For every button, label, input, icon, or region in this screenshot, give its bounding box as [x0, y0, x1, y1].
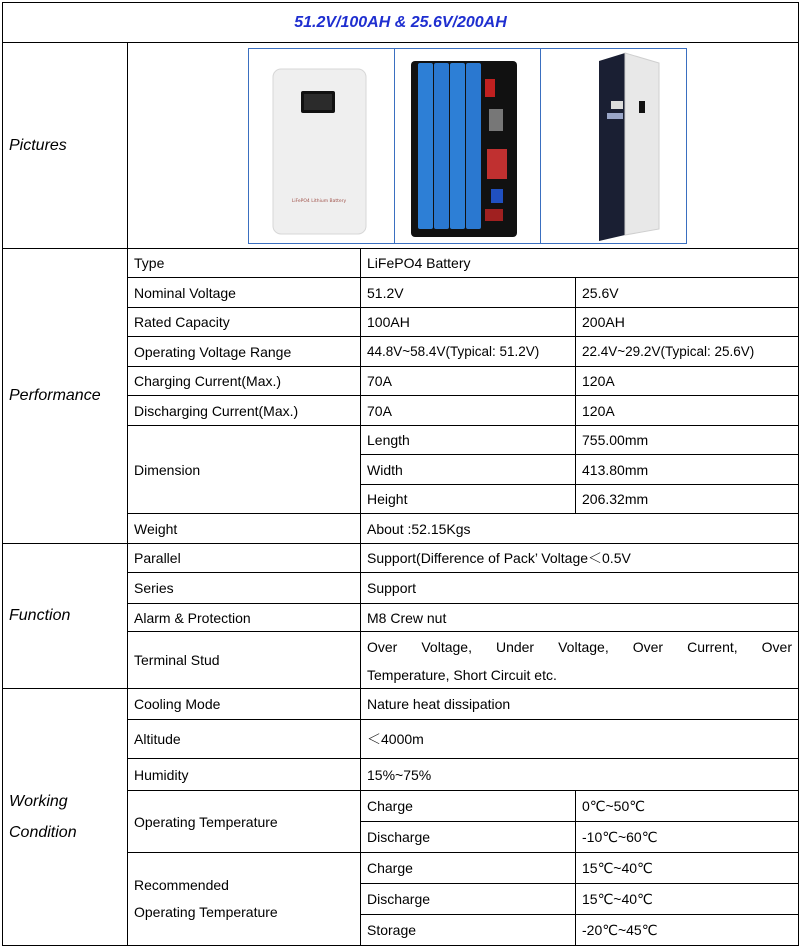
dimension-label: Dimension	[128, 426, 361, 514]
parallel-row	[3, 544, 799, 573]
rated-capacity-value-1: 100AH	[361, 308, 576, 337]
pictures-label: Pictures	[3, 43, 128, 249]
terminal-value-line-2: Temperature, Short Circuit etc.	[367, 667, 557, 683]
humidity-label: Humidity	[128, 759, 361, 791]
series-label: Series	[128, 573, 361, 604]
charging-current-value-1: 70A	[361, 367, 576, 396]
battery-front-image	[249, 49, 386, 243]
rated-capacity-label: Rated Capacity	[128, 308, 361, 337]
charging-current-label: Charging Current(Max.)	[128, 367, 361, 396]
alarm-value: M8 Crew nut	[361, 604, 799, 632]
operating-voltage-value-1: 44.8V~58.4V(Typical: 51.2V)	[361, 337, 576, 367]
altitude-label: Altitude	[128, 720, 361, 759]
terminal-label: Terminal Stud	[128, 632, 361, 689]
length-value: 755.00mm	[576, 426, 799, 455]
cooling-value: Nature heat dissipation	[361, 689, 799, 720]
recommended-temp-storage-value: -20℃~45℃	[576, 915, 799, 946]
performance-label: Performance	[3, 249, 128, 544]
width-label: Width	[361, 455, 576, 485]
battery-internal-cells-photo	[394, 49, 540, 243]
title-row	[3, 3, 799, 43]
operating-voltage-value-2: 22.4V~29.2V(Typical: 25.6V)	[576, 337, 799, 367]
weight-value: About :52.15Kgs	[361, 514, 799, 544]
operating-temp-charge-value: 0℃~50℃	[576, 791, 799, 822]
nominal-voltage-value-2: 25.6V	[576, 278, 799, 308]
battery-side-image	[541, 49, 678, 243]
recommended-temp-charge-label: Charge	[361, 853, 576, 884]
parallel-value: Support(Difference of Pack’ Voltage＜0.5V	[361, 544, 799, 573]
weight-label: Weight	[128, 514, 361, 544]
discharging-current-label: Discharging Current(Max.)	[128, 396, 361, 426]
operating-temp-discharge-label: Discharge	[361, 822, 576, 853]
height-value: 206.32mm	[576, 485, 799, 514]
type-label: Type	[128, 249, 361, 278]
cooling-label: Cooling Mode	[128, 689, 361, 720]
length-label: Length	[361, 426, 576, 455]
spec-table	[2, 2, 799, 946]
recommended-temp-label	[128, 853, 361, 946]
rated-capacity-value-2: 200AH	[576, 308, 799, 337]
working-label-line-2: Condition	[9, 824, 77, 841]
parallel-label: Parallel	[128, 544, 361, 573]
recommended-temp-discharge-value: 15℃~40℃	[576, 884, 799, 915]
recommended-label-line-2: Operating Temperature	[134, 904, 278, 920]
battery-front-photo	[249, 49, 394, 243]
terminal-value	[361, 632, 799, 689]
width-value: 413.80mm	[576, 455, 799, 485]
humidity-value: 15%~75%	[361, 759, 799, 791]
type-row	[3, 249, 799, 278]
recommended-temp-storage-label: Storage	[361, 915, 576, 946]
battery-internal-image	[395, 49, 532, 243]
alarm-label: Alarm & Protection	[128, 604, 361, 632]
cooling-row	[3, 689, 799, 720]
type-value: LiFePO4 Battery	[361, 249, 799, 278]
operating-temp-label: Operating Temperature	[128, 791, 361, 853]
height-label: Height	[361, 485, 576, 514]
altitude-value: ＜4000m	[361, 720, 799, 759]
operating-voltage-label: Operating Voltage Range	[128, 337, 361, 367]
recommended-temp-discharge-label: Discharge	[361, 884, 576, 915]
discharging-current-value-2: 120A	[576, 396, 799, 426]
discharging-current-value-1: 70A	[361, 396, 576, 426]
working-condition-label	[3, 689, 128, 946]
charging-current-value-2: 120A	[576, 367, 799, 396]
terminal-value-line-1: Over Voltage, Under Voltage, Over Current, Over	[367, 639, 793, 655]
recommended-temp-charge-value: 15℃~40℃	[576, 853, 799, 884]
pictures-strip	[248, 48, 687, 244]
operating-temp-charge-label: Charge	[361, 791, 576, 822]
working-label-line-1: Working	[9, 793, 68, 810]
operating-temp-discharge-value: -10℃~60℃	[576, 822, 799, 853]
pictures-cell	[128, 43, 799, 249]
function-label: Function	[3, 544, 128, 689]
battery-side-photo	[540, 49, 686, 243]
table-title: 51.2V/100AH & 25.6V/200AH	[3, 3, 799, 43]
nominal-voltage-value-1: 51.2V	[361, 278, 576, 308]
battery-front-label: LiFePO4 Lithium Battery	[291, 198, 347, 204]
recommended-label-line-1: Recommended	[134, 877, 229, 893]
pictures-row	[3, 43, 799, 249]
series-value: Support	[361, 573, 799, 604]
nominal-voltage-label: Nominal Voltage	[128, 278, 361, 308]
